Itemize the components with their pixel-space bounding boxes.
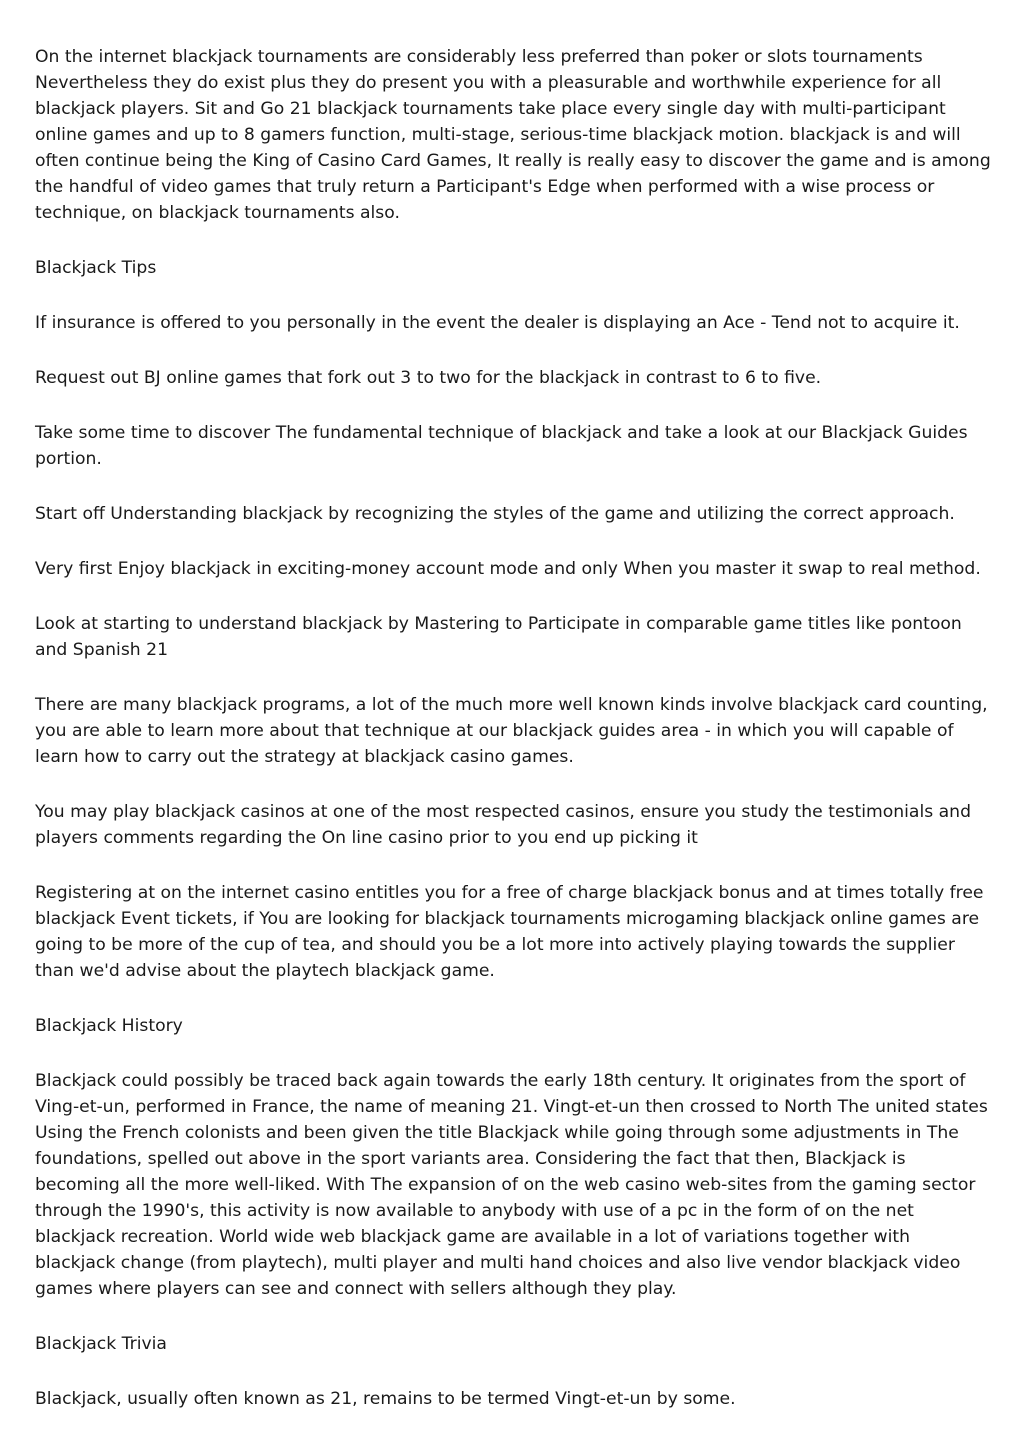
intro-paragraph: On the internet blackjack tournaments are considerably less preferred than poker or slots tournaments Nevertheless they do exist plus they do present you with a pleasurable and worthwhile experience for all blackjack players. Sit and Go 21 blackjack tournaments take place every single day with multi-participant online games and up to 8 gamers function, multi-stage, serious-time blackjack motion. blackjack is and will often continue being the King of Casino Card Games, It really is really easy to discover the game and is among the handful of video games that truly return a Participant's Edge when performed with a wise process or technique, on blackjack tournaments also. xyxy=(35,47,991,223)
tip-insurance: If insurance is offered to you personally in the event the dealer is displaying an Ace - Tend not to acquire it. xyxy=(35,313,960,333)
paragraph-respected-casinos: You may play blackjack casinos at one of the most respected casinos, ensure you study the testimonials and players comments regarding the On line casino prior to you end up picking it xyxy=(35,802,971,848)
paragraph-history: Blackjack could possibly be traced back again towards the early 18th century. It originates from the sport of Ving-et-un, performed in France, the name of meaning 21. Vingt-et-un then crossed to North The united states Using the French colonists and been given the title Blackjack while going through some adjustments in The foundations, spelled out above in the sport variants area. Considering the fact that then, Blackjack is becoming all the more well-liked. With The expansion of on the web casino web-sites from the gaming sector through the 1990's, this activity is now available to anybody with use of a pc in the form of on the net blackjack recreation. World wide web blackjack game are available in a lot of variations together with blackjack change (from playtech), multi player and multi hand choices and also live vendor blackjack video games where players can see and connect with sellers although they play. xyxy=(35,1071,988,1299)
tip-recognize-styles: Start off Understanding blackjack by recognizing the styles of the game and utilizing the correct approach. xyxy=(35,504,955,524)
paragraph-blackjack-programs: There are many blackjack programs, a lot of the much more well known kinds involve blackjack card counting, you are able to learn more about that technique at our blackjack guides area - in which you will capable of learn how to carry out the strategy at blackjack casino games. xyxy=(35,695,988,767)
paragraph-registering-bonus: Registering at on the internet casino entitles you for a free of charge blackjack bonus and at times totally free blackjack Event tickets, if You are looking for blackjack tournaments microgaming blackjack online games are going to be more of the cup of tea, and should you be a lot more into actively playing towards the supplier than we'd advise about the playtech blackjack game. xyxy=(35,883,984,981)
heading-blackjack-trivia: Blackjack Trivia xyxy=(35,1334,167,1354)
tip-basic-strategy: Take some time to discover The fundamental technique of blackjack and take a look at our Blackjack Guides portion. xyxy=(35,423,968,469)
document-body xyxy=(35,44,995,1441)
heading-blackjack-tips: Blackjack Tips xyxy=(35,258,157,278)
tip-similar-games: Look at starting to understand blackjack by Mastering to Participate in comparable game titles like pontoon and Spanish 21 xyxy=(35,614,962,660)
tip-payout: Request out BJ online games that fork out 3 to two for the blackjack in contrast to 6 to five. xyxy=(35,368,822,388)
heading-blackjack-history: Blackjack History xyxy=(35,1016,183,1036)
paragraph-trivia: Blackjack, usually often known as 21, remains to be termed Vingt-et-un by some. xyxy=(35,1389,736,1409)
tip-fun-money: Very first Enjoy blackjack in exciting-money account mode and only When you master it swap to real method. xyxy=(35,559,981,579)
